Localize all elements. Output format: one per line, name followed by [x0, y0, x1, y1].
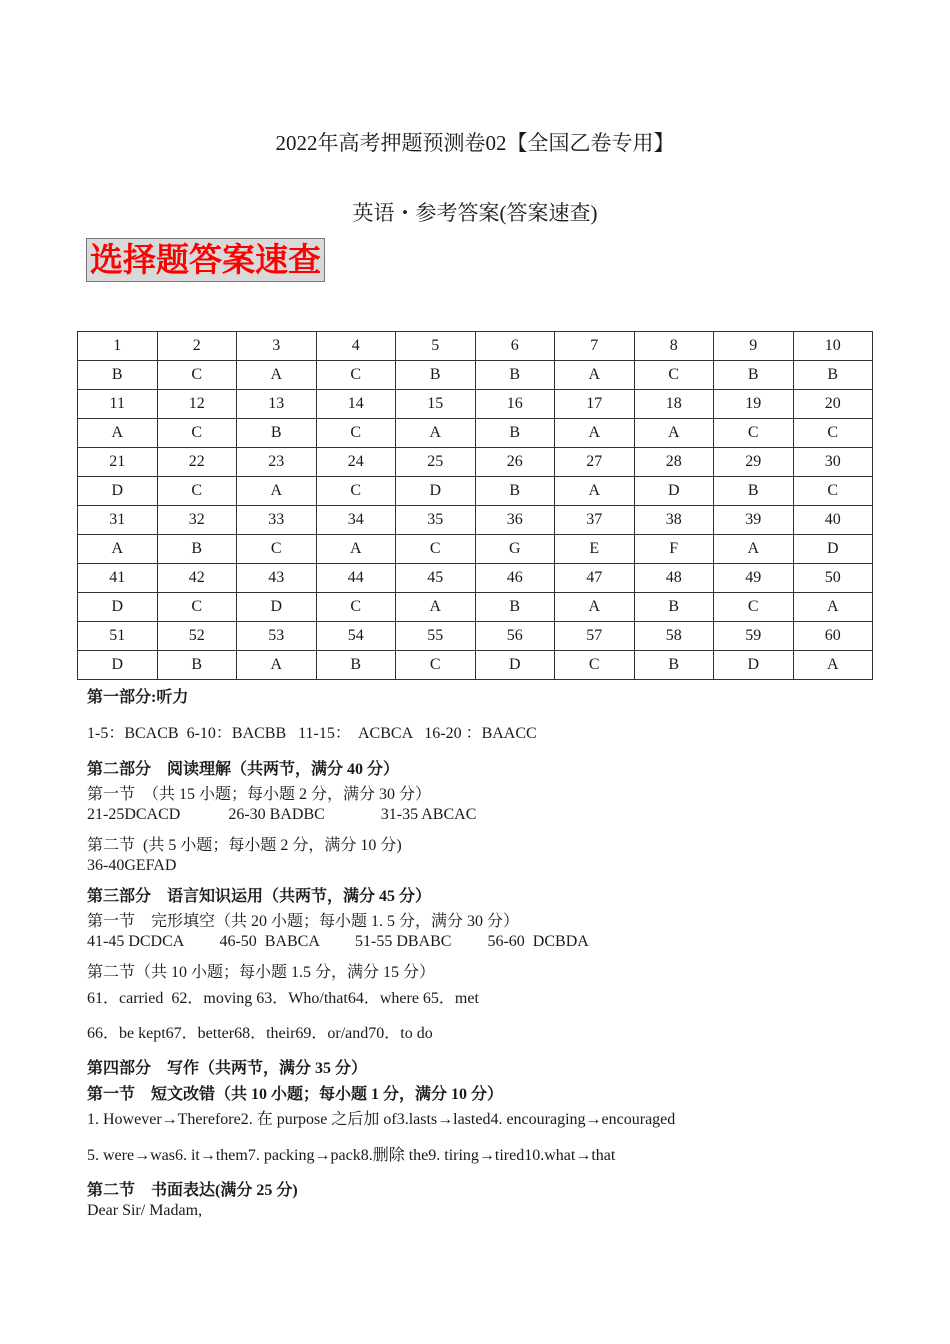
answer-cell: C	[634, 361, 714, 390]
question-number-cell: 38	[634, 506, 714, 535]
answer-cell: D	[78, 593, 158, 622]
answer-cell: B	[157, 651, 237, 680]
answer-cell: A	[555, 419, 635, 448]
answer-cell: C	[714, 419, 794, 448]
answer-cell: A	[237, 361, 317, 390]
answer-cell: D	[793, 535, 873, 564]
question-number-cell: 54	[316, 622, 396, 651]
question-number-cell: 19	[714, 390, 794, 419]
question-number-cell: 17	[555, 390, 635, 419]
answer-row	[78, 477, 873, 506]
answer-cell: C	[396, 535, 476, 564]
question-number-cell: 20	[793, 390, 873, 419]
answer-cell: C	[316, 477, 396, 506]
section-heading: 第二部分 阅读理解（共两节，满分 40 分）	[87, 761, 400, 778]
page-title: 2022年高考押题预测卷02【全国乙卷专用】	[275, 131, 675, 155]
question-number-cell: 24	[316, 448, 396, 477]
question-number-cell: 8	[634, 332, 714, 361]
question-number-row	[78, 390, 873, 419]
question-number-cell: 18	[634, 390, 714, 419]
question-number-cell: 43	[237, 564, 317, 593]
question-number-cell: 6	[475, 332, 555, 361]
answer-cell: B	[475, 361, 555, 390]
question-number-cell: 34	[316, 506, 396, 535]
question-number-cell: 13	[237, 390, 317, 419]
answer-cell: B	[396, 361, 476, 390]
question-number-cell: 39	[714, 506, 794, 535]
question-number-cell: 53	[237, 622, 317, 651]
question-number-cell: 45	[396, 564, 476, 593]
section-heading: 第一节 短文改错（共 10 小题；每小题 1 分，满分 10 分）	[87, 1086, 504, 1103]
answer-cell: A	[316, 535, 396, 564]
answer-cell: C	[157, 593, 237, 622]
answer-cell: A	[555, 361, 635, 390]
answer-cell: B	[78, 361, 158, 390]
question-number-cell: 16	[475, 390, 555, 419]
question-number-cell: 15	[396, 390, 476, 419]
answer-cell: B	[714, 361, 794, 390]
answer-line: 第二节（共 10 小题；每小题 1.5 分，满分 15 分）	[87, 964, 436, 981]
answer-cell: A	[793, 651, 873, 680]
answer-cell: A	[396, 593, 476, 622]
question-number-cell: 30	[793, 448, 873, 477]
question-number-row	[78, 448, 873, 477]
answer-line: 36-40GEFAD	[87, 857, 177, 874]
answer-cell: C	[237, 535, 317, 564]
answer-cell: A	[237, 651, 317, 680]
question-number-cell: 41	[78, 564, 158, 593]
answer-cell: D	[78, 651, 158, 680]
answer-cell: A	[555, 593, 635, 622]
question-number-cell: 14	[316, 390, 396, 419]
section-heading: 第三部分 语言知识运用（共两节，满分 45 分）	[87, 888, 432, 905]
answer-row	[78, 593, 873, 622]
question-number-cell: 33	[237, 506, 317, 535]
question-number-cell: 48	[634, 564, 714, 593]
answer-cell: D	[634, 477, 714, 506]
question-number-cell: 44	[316, 564, 396, 593]
question-number-cell: 25	[396, 448, 476, 477]
answer-line: 第二节 (共 5 小题；每小题 2 分，满分 10 分)	[87, 837, 402, 854]
answer-cell: C	[316, 419, 396, 448]
answer-cell: A	[555, 477, 635, 506]
answer-cell: B	[793, 361, 873, 390]
section-heading: 第四部分 写作（共两节，满分 35 分）	[87, 1060, 368, 1077]
answer-cell: D	[237, 593, 317, 622]
question-number-cell: 51	[78, 622, 158, 651]
question-number-cell: 26	[475, 448, 555, 477]
question-number-row	[78, 506, 873, 535]
answer-cell: C	[316, 361, 396, 390]
answer-cell: A	[396, 419, 476, 448]
question-number-cell: 59	[714, 622, 794, 651]
answer-cell: B	[475, 419, 555, 448]
answer-cell: C	[157, 419, 237, 448]
question-number-cell: 3	[237, 332, 317, 361]
question-number-cell: 1	[78, 332, 158, 361]
section-heading: 第二节 书面表达(满分 25 分)	[87, 1182, 298, 1199]
section-badge: 选择题答案速查	[86, 238, 325, 282]
answer-cell: G	[475, 535, 555, 564]
question-number-cell: 47	[555, 564, 635, 593]
answer-cell: D	[396, 477, 476, 506]
question-number-cell: 57	[555, 622, 635, 651]
answer-cell: D	[78, 477, 158, 506]
question-number-row	[78, 332, 873, 361]
question-number-cell: 29	[714, 448, 794, 477]
answer-row	[78, 651, 873, 680]
answer-cell: B	[237, 419, 317, 448]
question-number-cell: 46	[475, 564, 555, 593]
answer-cell: B	[475, 593, 555, 622]
question-number-cell: 11	[78, 390, 158, 419]
question-number-cell: 42	[157, 564, 237, 593]
answer-line: 21-25DCACD 26-30 BADBC 31-35 ABCAC	[87, 806, 477, 823]
question-number-cell: 37	[555, 506, 635, 535]
answer-cell: C	[316, 593, 396, 622]
question-number-cell: 7	[555, 332, 635, 361]
section-heading: 第一部分:听力	[87, 689, 189, 706]
answer-cell: C	[157, 361, 237, 390]
question-number-cell: 31	[78, 506, 158, 535]
answer-cell: B	[634, 651, 714, 680]
answer-cell: A	[634, 419, 714, 448]
question-number-cell: 12	[157, 390, 237, 419]
question-number-cell: 60	[793, 622, 873, 651]
answer-cell: E	[555, 535, 635, 564]
answer-cell: B	[634, 593, 714, 622]
question-number-cell: 23	[237, 448, 317, 477]
question-number-cell: 9	[714, 332, 794, 361]
question-number-cell: 40	[793, 506, 873, 535]
question-number-cell: 2	[157, 332, 237, 361]
question-number-cell: 50	[793, 564, 873, 593]
question-number-cell: 21	[78, 448, 158, 477]
answer-cell: C	[555, 651, 635, 680]
question-number-row	[78, 622, 873, 651]
answer-line: 61．carried 62．moving 63．Who/that64．where 65．met	[87, 990, 479, 1007]
question-number-cell: 35	[396, 506, 476, 535]
answer-cell: D	[714, 651, 794, 680]
answer-table	[77, 331, 873, 680]
answer-line: 5. were→was6. it→them7. packing→pack8.删除 the9. tiring→tired10.what→that	[87, 1147, 616, 1164]
answer-cell: C	[793, 477, 873, 506]
question-number-cell: 10	[793, 332, 873, 361]
answer-line: 66．be kept67．better68．their69．or/and70．to do	[87, 1025, 433, 1042]
answer-cell: A	[793, 593, 873, 622]
answer-line: Dear Sir/ Madam,	[87, 1202, 203, 1219]
answer-cell: B	[316, 651, 396, 680]
question-number-cell: 32	[157, 506, 237, 535]
question-number-cell: 22	[157, 448, 237, 477]
answer-line: 1. However→Therefore2. 在 purpose 之后加 of3.lasts→lasted4. encouraging→encouraged	[87, 1111, 676, 1128]
answer-cell: C	[793, 419, 873, 448]
question-number-row	[78, 564, 873, 593]
answer-line: 41-45 DCDCA 46-50 BABCA 51-55 DBABC 56-60 DCBDA	[87, 933, 589, 950]
question-number-cell: 58	[634, 622, 714, 651]
answer-line: 第一节 完形填空（共 20 小题；每小题 1. 5 分，满分 30 分）	[87, 913, 520, 930]
question-number-cell: 55	[396, 622, 476, 651]
question-number-cell: 4	[316, 332, 396, 361]
answer-row	[78, 419, 873, 448]
question-number-cell: 49	[714, 564, 794, 593]
answer-cell: A	[237, 477, 317, 506]
answer-line: 1-5：BCACB 6-10：BACBB 11-15： ACBCA 16-20 ：BAACC	[87, 725, 537, 742]
page-subtitle: 英语・参考答案(答案速查)	[352, 201, 598, 225]
answer-cell: A	[78, 535, 158, 564]
question-number-cell: 27	[555, 448, 635, 477]
question-number-cell: 56	[475, 622, 555, 651]
answer-cell: B	[475, 477, 555, 506]
answer-cell: F	[634, 535, 714, 564]
question-number-cell: 28	[634, 448, 714, 477]
answer-cell: A	[78, 419, 158, 448]
answer-row	[78, 535, 873, 564]
question-number-cell: 5	[396, 332, 476, 361]
answer-cell: C	[157, 477, 237, 506]
answer-cell: C	[396, 651, 476, 680]
answer-cell: B	[157, 535, 237, 564]
answer-cell: B	[714, 477, 794, 506]
answer-row	[78, 361, 873, 390]
question-number-cell: 52	[157, 622, 237, 651]
answer-cell: A	[714, 535, 794, 564]
answer-line: 第一节 （共 15 小题；每小题 2 分，满分 30 分）	[87, 786, 432, 803]
question-number-cell: 36	[475, 506, 555, 535]
answer-cell: D	[475, 651, 555, 680]
answer-cell: C	[714, 593, 794, 622]
